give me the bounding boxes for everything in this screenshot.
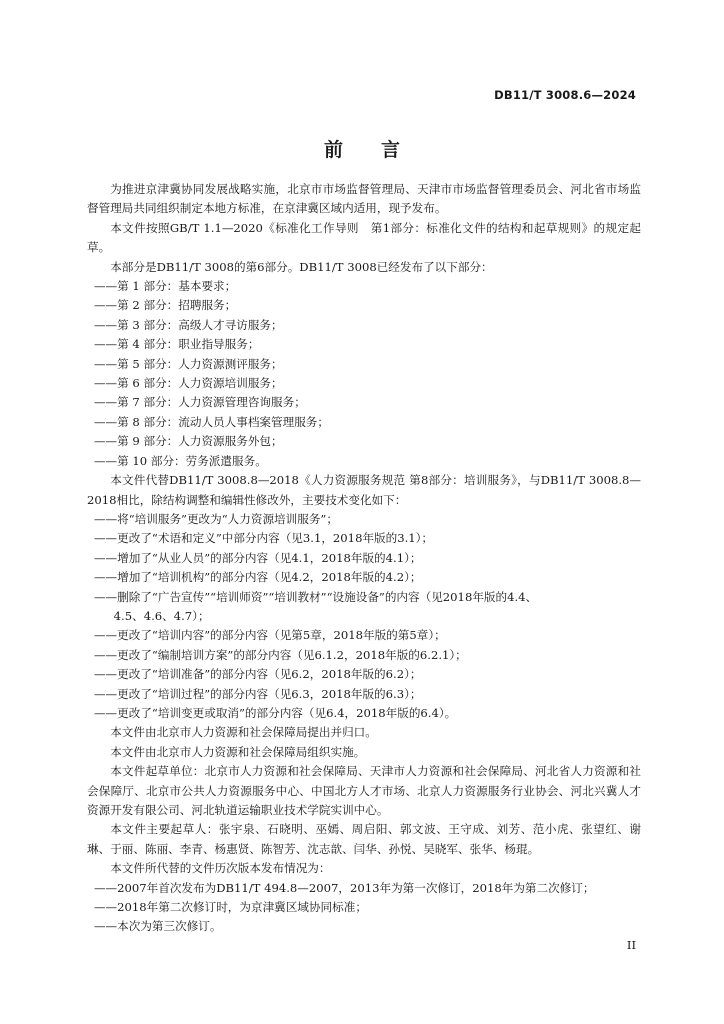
- list-item: ——第 1 部分：基本要求；: [93, 279, 237, 294]
- paragraph: 本文件按照GB/T 1.1—2020《标准化工作导则 第1部分：标准化文件的结构和起草规则》的规定起草。: [87, 220, 641, 255]
- list-item: ——删除了“广告宣传”“培训师资”“培训教材”“设施设备”的内容（见2018年版的4.4、: [93, 589, 538, 604]
- list-item: ——第 9 部分：人力资源服务外包；: [93, 434, 283, 449]
- paragraph: 本文件由北京市人力资源和社会保障局提出并归口。: [110, 725, 377, 740]
- list-item: ——第 6 部分：人力资源培训服务；: [93, 376, 283, 391]
- list-item: ——更改了“培训变更或取消”的部分内容（见6.4，2018年版的6.4）。: [93, 705, 457, 720]
- list-item: ——第 4 部分：职业指导服务；: [93, 337, 260, 352]
- list-item: ——2018年第二次修订时，为京津冀区域协同标准；: [93, 900, 367, 915]
- list-item: ——更改了“培训内容”的部分内容（见第5章，2018年版的第5章）；: [93, 628, 446, 643]
- list-item: ——第 10 部分：劳务派遣服务。: [93, 453, 267, 468]
- list-item: ——第 2 部分：招聘服务；: [93, 298, 237, 313]
- paragraph: 本文件由北京市人力资源和社会保障局组织实施。: [110, 744, 366, 759]
- page-number: II: [626, 938, 636, 952]
- list-item: ——第 3 部分：高级人才寻访服务；: [93, 317, 283, 332]
- list-item: ——第 8 部分：流动人员人事档案管理服务；: [93, 414, 329, 429]
- paragraph: 为推进京津冀协同发展战略实施，北京市市场监督管理局、天津市市场监督管理委员会、河北省市场监督管理局共同组织制定本地方标准，在京津冀区域内适用，现予发布。: [87, 182, 641, 216]
- paragraph: 本部分是DB11/T 3008的第6部分。DB11/T 3008已经发布了以下部分：: [110, 259, 493, 274]
- document-body: [87, 180, 641, 937]
- list-item: ——更改了“培训准备”的部分内容（见6.2，2018年版的6.2）；: [93, 667, 422, 682]
- list-item: ——更改了“术语和定义”中部分内容（见3.1，2018年版的3.1）；: [93, 531, 434, 546]
- paragraph: 本文件起草单位：北京市人力资源和社会保障局、天津市人力资源和社会保障局、河北省人力资源和社会保障厅、北京市公共人力资源服务中心、中国北方人才市场、北京人力资源服务行业协会、河北兴冀人才资源开发有限公司、河北轨道运输职业技术学院实训中心。: [87, 764, 641, 817]
- list-item: ——增加了“从业人员”的部分内容（见4.1，2018年版的4.1）；: [93, 550, 422, 565]
- paragraph: 本文件所代替的文件历次版本发布情况为：: [110, 861, 331, 876]
- list-item: ——第 7 部分：人力资源管理咨询服务；: [93, 395, 306, 410]
- list-item: ——更改了“培训过程”的部分内容（见6.3，2018年版的6.3）；: [93, 686, 422, 701]
- paragraph: 本文件代替DB11/T 3008.8—2018《人力资源服务规范 第8部分：培训服务》，与DB11/T 3008.8—2018相比，除结构调整和编辑性修改外，主要技术变化如下：: [87, 473, 641, 507]
- list-item: ——更改了“编制培训方案”的部分内容（见6.1.2，2018年版的6.2.1）；: [93, 647, 467, 662]
- list-item: ——第 5 部分：人力资源测评服务；: [93, 356, 283, 371]
- list-item: ——将“培训服务”更改为“人力资源培训服务”；: [93, 511, 338, 526]
- list-item: ——2007年首次发布为DB11/T 494.8—2007，2013年为第一次修订，2018年为第二次修订；: [93, 880, 595, 895]
- list-item: ——本次为第三次修订。: [93, 919, 222, 934]
- list-item: ——增加了“培训机构”的部分内容（见4.2，2018年版的4.2）；: [93, 570, 422, 585]
- list-item-continuation: 4.5、4.6、4.7）；: [113, 608, 210, 623]
- page-title: 前言: [323, 139, 438, 161]
- paragraph: 本文件主要起草人：张宇泉、石晓明、巫嫣、周启阳、郭文波、王守成、刘芳、范小虎、张望红、谢琳、于丽、陈丽、李青、杨惠贤、陈智芳、沈志歆、闫华、孙悦、吴晓军、张华、杨琨。: [87, 822, 641, 856]
- document-code: DB11/T 3008.6—2024: [494, 88, 636, 102]
